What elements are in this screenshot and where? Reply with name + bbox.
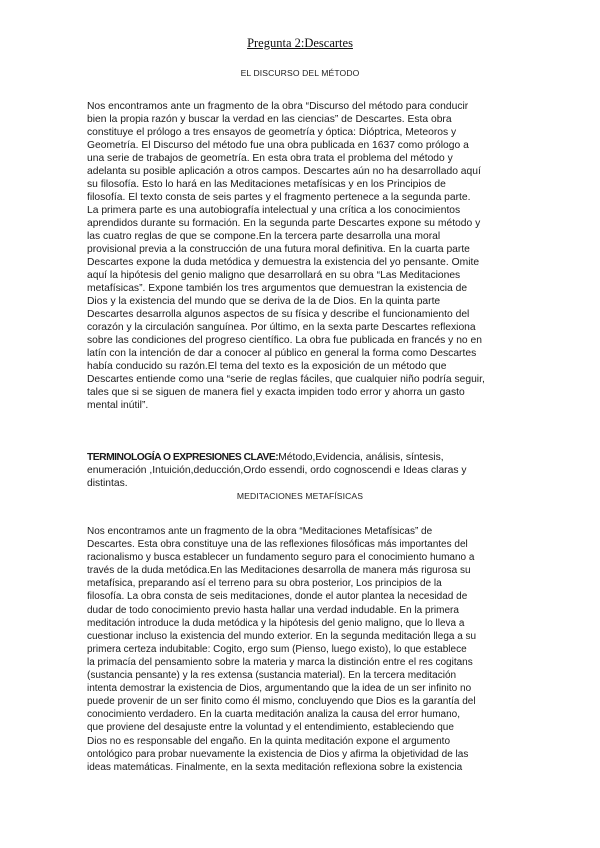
- section-heading-discurso: EL DISCURSO DEL MÉTODO: [240, 68, 360, 78]
- text-line: tales que si se siguen de manera fiel y exacta impiden todo error y ahorra un gasto: [87, 387, 465, 398]
- text-line: sobre las condiciones del progreso científico. La obra fue publicada en francés y no en: [87, 335, 482, 346]
- text-line: ideas matemáticas. Finalmente, en la sexta meditación reflexiona sobre la existencia: [87, 761, 463, 773]
- text-line: aquí la hipótesis del genio maligno que desarrollará en su obra “Las Meditaciones: [87, 270, 461, 281]
- text-line: Nos encontramos ante un fragmento de la obra “Discurso del método para conducir: [87, 101, 469, 112]
- key-terms-line: distintas.: [87, 478, 128, 489]
- text-line: que proviene del desajuste entre la voluntad y el entendimiento, estableciendo que: [87, 722, 454, 734]
- key-terms-label: TERMINOLOGÍA O EXPRESIONES CLAVE:: [87, 452, 279, 463]
- key-terms-text: Método,Evidencia, análisis, síntesis,: [278, 452, 444, 463]
- text-line: una serie de trabajos de geometría. En esta obra trata el problema del método y: [87, 153, 453, 164]
- text-line: Dios no es responsable del engaño. En la quinta meditación expone el argumento: [87, 735, 451, 747]
- text-line: conocimiento verdadero. En la cuarta meditación analiza la causa del error humano,: [87, 709, 460, 721]
- text-line: dudar de todo conocimiento previo hasta hallar una verdad indudable. En la primera: [87, 604, 459, 616]
- text-line: su filosofía. Esto lo hará en las Meditaciones metafísicas y en los Principios de: [87, 179, 446, 190]
- key-terms-line: [87, 451, 467, 464]
- text-line: Descartes desarrolla algunos aspectos de su física y describe el funcionamiento del: [87, 309, 470, 320]
- text-line: latín con la intención de dar a conocer al público en general la forma como Descartes: [87, 348, 477, 359]
- text-line: filosofía. El texto consta de seis partes y el fragmento pertenece a la segunda parte.: [87, 192, 471, 203]
- text-line: meditación introduce la duda metódica y la hipótesis del genio maligno, que lo lleva a: [87, 617, 465, 629]
- section-heading-meditaciones: MEDITACIONES METAFÍSICAS: [236, 491, 364, 501]
- page-title: Pregunta 2:Descartes: [247, 36, 353, 50]
- section-body-meditaciones: [87, 525, 476, 774]
- text-line: cuestionar incluso la existencia del mundo exterior. En la segunda meditación llega a su: [87, 630, 477, 642]
- text-line: Descartes. Esta obra constituye una de las reflexiones filosóficas más importantes del: [87, 539, 468, 551]
- text-line: Descartes expone la duda metódica y demuestra la existencia del yo pensante. Omite: [87, 257, 480, 268]
- text-line: la primacía del pensamiento sobre la materia y marca la distinción entre el res cogitans: [87, 656, 473, 668]
- text-line: puede provenir de un ser finito como él mismo, concluyendo que Dios es la garantía del: [87, 696, 476, 708]
- text-line: Geometría. El Discurso del método fue una obra publicada en 1637 como prólogo a: [87, 140, 469, 151]
- text-line: La primera parte es una autobiografía intelectual y una crítica a los conocimientos: [87, 205, 461, 216]
- text-line: adelanta su posible aplicación a otros campos. Descartes aún no ha desarrollado aquí: [87, 166, 481, 177]
- text-line: Descartes entiende como una “serie de reglas fáciles, que cualquier niño podría seguir,: [87, 374, 485, 385]
- text-line: aprendidos durante su formación. En la segunda parte Descartes expone su método y: [87, 218, 481, 229]
- text-line: metafísica, preparando así el terreno para su obra posterior, Los principios de la: [87, 578, 442, 590]
- text-line: intenta demostrar la existencia de Dios, argumentando que la idea de un ser infinito no: [87, 683, 472, 695]
- section-body-discurso: [87, 100, 485, 412]
- text-line: primera certeza indubitable: Cogito, ergo sum (Pienso, luego existo), lo que establece: [87, 643, 467, 655]
- text-line: filosofía. La obra consta de seis meditaciones, donde el autor plantea la necesidad de: [87, 591, 468, 603]
- key-terms-line: enumeración ,Intuición,deducción,Ordo essendi, ordo cognoscendi e Ideas claras y: [87, 465, 467, 476]
- text-line: ontológico para probar nuevamente la existencia de Dios y afirma la objetividad de las: [87, 748, 469, 760]
- text-line: constituye el prólogo a tres ensayos de geometría y óptica: Dióptrica, Meteoros y: [87, 127, 457, 138]
- text-line: Nos encontramos ante un fragmento de la obra “Meditaciones Metafísicas” de: [87, 526, 433, 537]
- text-line: las cuatro reglas de que se compone.En la tercera parte desarrolla una moral: [87, 231, 441, 242]
- text-line: Dios y la existencia del mundo que se deriva de la de Dios. En la quinta parte: [87, 296, 441, 307]
- text-line: provisional previa a la construcción de una futura moral definitiva. En la cuarta parte: [87, 244, 470, 255]
- text-line: bien la propia razón y buscar la verdad en las ciencias” de Descartes. Esta obra: [87, 114, 452, 125]
- text-line: metafísicas”. Expone también los tres argumentos que demuestran la existencia de: [87, 283, 468, 294]
- text-line: corazón y la circulación sanguínea. Por último, en la sexta parte Descartes reflexiona: [87, 322, 476, 333]
- key-terms-block: [87, 451, 467, 490]
- text-line: (sustancia pensante) y la res extensa (sustancia material). En la tercera meditación: [87, 670, 457, 682]
- text-line: había conducido su razón.El tema del texto es la exposición de un método que: [87, 361, 447, 372]
- text-line: mental inútil”.: [87, 400, 149, 411]
- text-line: través de la duda metódica.En las Meditaciones desarrolla de manera más rigurosa su: [87, 565, 471, 577]
- text-line: racionalismo y busca establecer un fundamento seguro para el conocimiento humano a: [87, 552, 475, 564]
